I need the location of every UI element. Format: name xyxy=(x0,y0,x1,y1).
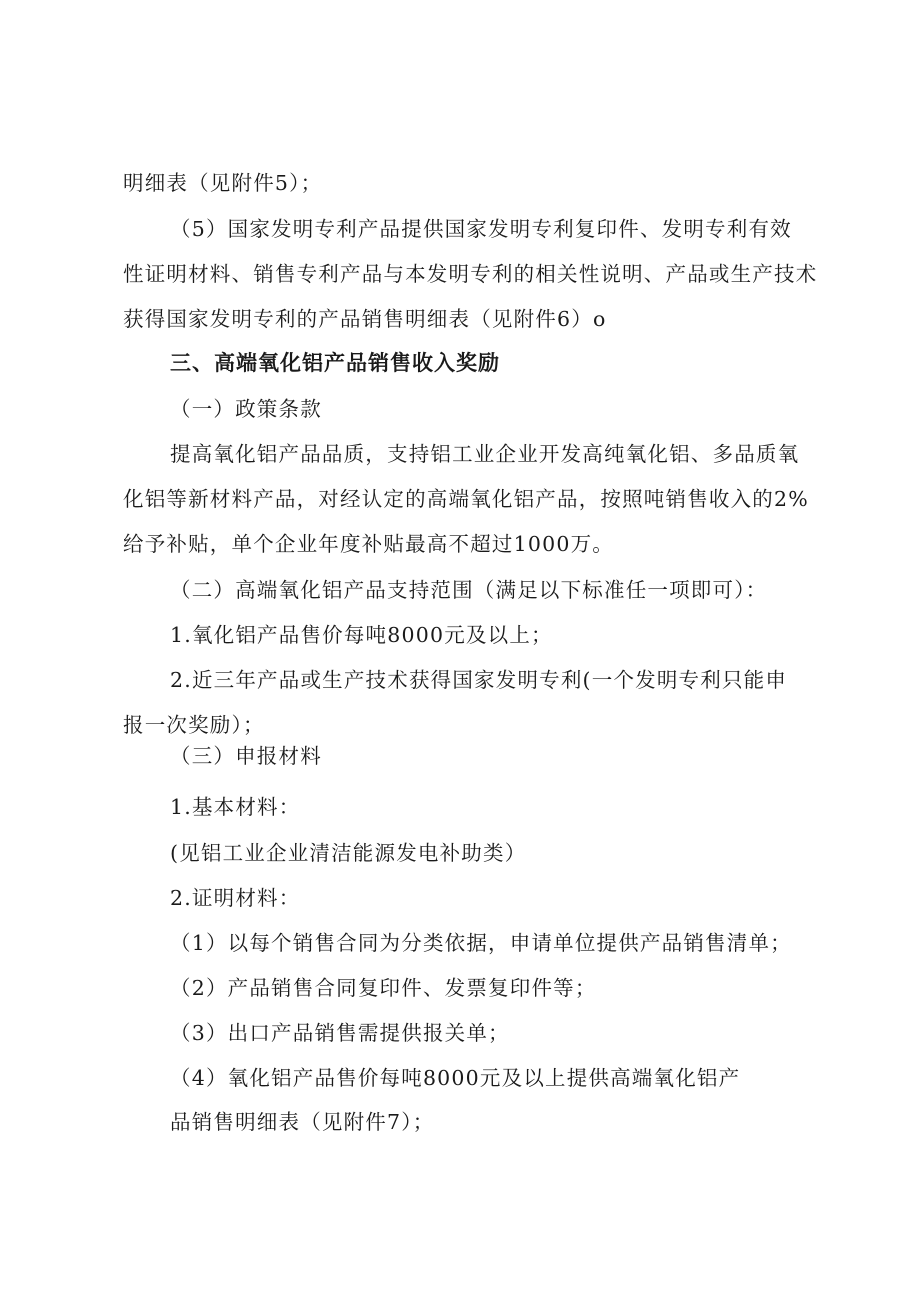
text-line-19: （2）产品销售合同复印件、发票复印件等； xyxy=(170,976,597,1000)
text-line-17: 2.证明材料： xyxy=(170,886,301,910)
text-line-20: （3）出口产品销售需提供报关单； xyxy=(170,1021,510,1045)
text-line-3: 性证明材料、销售专利产品与本发明专利的相关性说明、产品或生产技术 xyxy=(123,262,818,286)
text-line-15: 1.基本材料： xyxy=(170,795,301,819)
subsection-title-scope: （二）高端氧化铝产品支持范围（满足以下标准任一项即可）： xyxy=(170,578,768,602)
text-line-21: （4）氧化铝产品售价每吨8000元及以上提供高端氧化铝产 xyxy=(170,1066,741,1090)
text-line-8: 化铝等新材料产品，对经认定的高端氧化铝产品，按照吨销售收入的2% xyxy=(123,487,809,511)
text-line-13: 报一次奖励）； xyxy=(123,713,265,737)
text-line-18: （1）以每个销售合同为分类依据，申请单位提供产品销售清单； xyxy=(170,931,792,955)
text-line-4: 获得国家发明专利的产品销售明细表（见附件6）o xyxy=(123,307,607,331)
text-line-12: 2.近三年产品或生产技术获得国家发明专利(一个发明专利只能申 xyxy=(170,668,788,692)
text-line-11: 1.氧化铝产品售价每吨8000元及以上； xyxy=(170,623,553,647)
text-line-2: （5）国家发明专利产品提供国家发明专利复印件、发明专利有效 xyxy=(170,217,792,241)
section-heading: 三、高端氧化铝产品销售收入奖励 xyxy=(170,351,500,375)
subsection-title-policy: （一）政策条款 xyxy=(170,397,322,421)
text-line-22: 品销售明细表（见附件7）； xyxy=(170,1110,435,1134)
text-line-9: 给予补贴，单个企业年度补贴最高不超过1000万。 xyxy=(123,532,614,556)
text-line-16: (见铝工业企业清洁能源发电补助类） xyxy=(170,841,527,865)
text-line-7: 提高氧化铝产品品质，支持铝工业企业开发高纯氧化铝、多品质氧 xyxy=(170,442,800,466)
text-line-1: 明细表（见附件5）； xyxy=(123,171,323,195)
subsection-title-materials: （三）申报材料 xyxy=(170,744,322,768)
